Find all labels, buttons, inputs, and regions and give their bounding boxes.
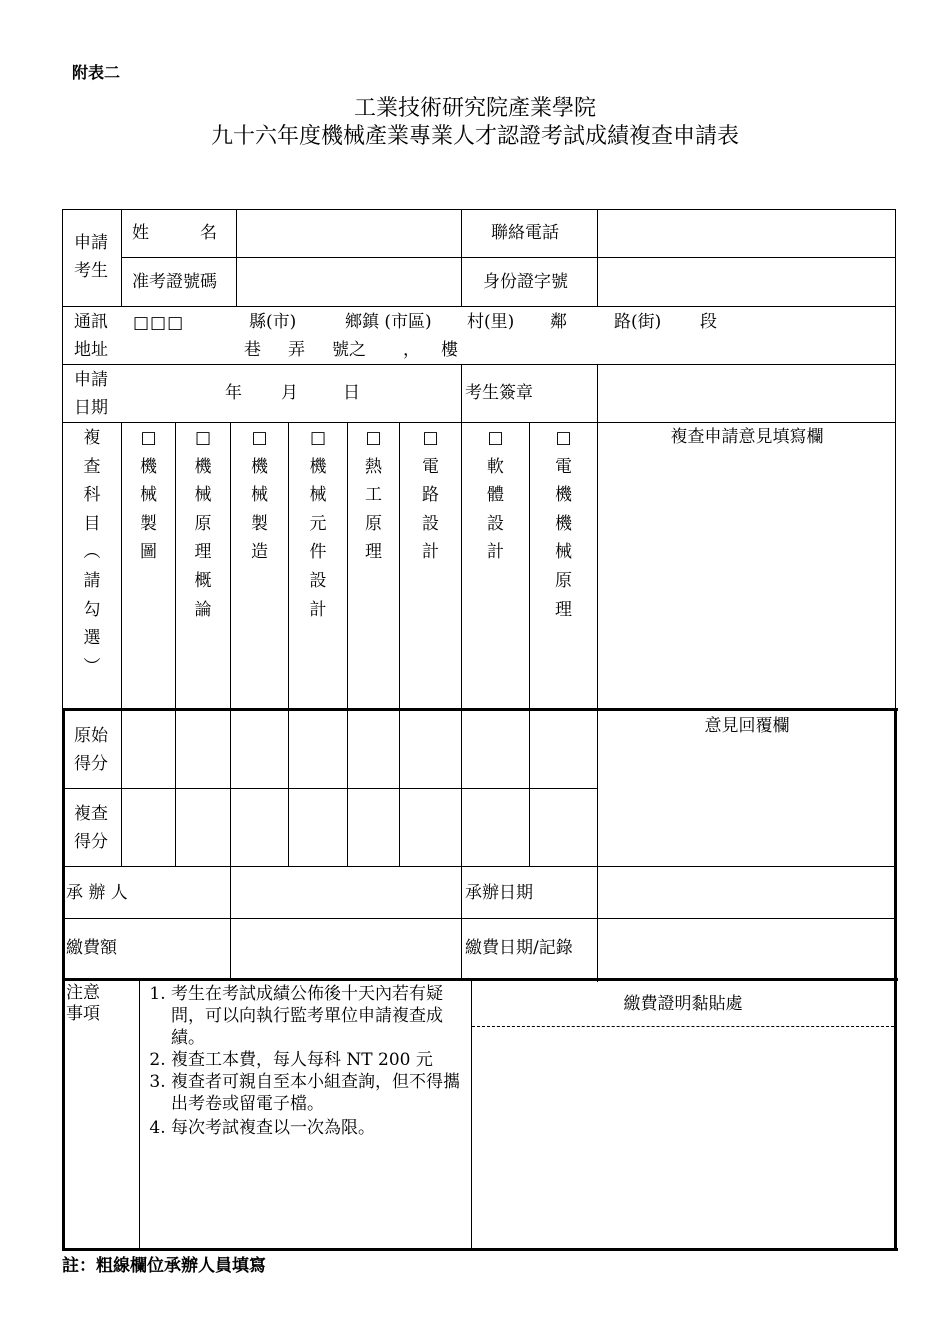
subject-name-char: 製 xyxy=(140,513,157,534)
note-item: 3. 複查者可親自至本小組查詢，但不得攜出考卷或留電子檔。 xyxy=(171,1071,471,1115)
phone-label: 聯絡電話 xyxy=(491,223,559,243)
original-score-cell[interactable] xyxy=(531,710,596,788)
subject-name-char: 理 xyxy=(365,542,382,563)
grid-line xyxy=(121,257,896,258)
review-score-cell[interactable] xyxy=(531,790,596,866)
grid-line xyxy=(62,422,896,423)
subject-name-char: 造 xyxy=(251,542,268,563)
month-label: 月 xyxy=(281,383,298,403)
note-item: 2. 複查工本費，每人每科 NT 200 元 xyxy=(171,1049,471,1071)
subject-name-char: 計 xyxy=(422,542,439,563)
note-item: 1. 考生在考試成績公佈後十天內若有疑問，可以向執行監考單位申請複查成績。 xyxy=(171,983,471,1049)
checkbox-icon[interactable]: □ xyxy=(555,428,572,448)
handler-label: 承 辦 人 xyxy=(66,883,128,903)
address-label: 通訊 地址 xyxy=(74,312,108,360)
subject-name-char: 機 xyxy=(140,456,157,477)
grid-line xyxy=(62,306,896,307)
receipt-paste-area[interactable] xyxy=(474,1029,892,1246)
handle-date-field[interactable] xyxy=(599,868,892,917)
fee-date-field[interactable] xyxy=(599,920,892,976)
village-label: 村(里) xyxy=(467,312,515,332)
review-score-cell[interactable] xyxy=(463,790,528,866)
signature-field[interactable] xyxy=(599,366,894,421)
subject-name-char: 設 xyxy=(487,513,504,534)
subject-label-char: 請 xyxy=(83,570,101,591)
grid-line xyxy=(461,209,462,306)
grid-line xyxy=(894,708,897,980)
subject-name-char: 論 xyxy=(194,599,212,620)
checkbox-icon[interactable]: □ xyxy=(194,428,212,448)
subject-option-4[interactable] xyxy=(289,424,347,624)
grid-line xyxy=(236,209,237,306)
subject-name-char: 設 xyxy=(309,570,327,591)
subject-option-1[interactable] xyxy=(122,424,175,567)
subject-name-char: 機 xyxy=(555,485,572,506)
checkbox-icon[interactable]: □ xyxy=(487,428,504,448)
apply-date-field[interactable] xyxy=(123,366,460,421)
checkbox-icon[interactable]: □ xyxy=(365,428,382,448)
subject-name-char: 理 xyxy=(555,599,572,620)
original-score-cell[interactable] xyxy=(401,710,460,788)
reply-label: 意見回覆欄 xyxy=(704,716,790,736)
ticket-number-label: 准考證號碼 xyxy=(132,272,217,292)
original-score-cell[interactable] xyxy=(463,710,528,788)
grid-line xyxy=(62,978,898,981)
subject-label-char: 選 xyxy=(83,628,101,649)
grid-line xyxy=(230,866,231,978)
applicant-section-label: 申請 考生 xyxy=(74,233,108,281)
grid-line xyxy=(62,1248,898,1251)
review-score-cell[interactable] xyxy=(401,790,460,866)
id-number-field[interactable] xyxy=(599,259,894,305)
page-title-line1: 工業技術研究院產業學院 xyxy=(353,96,596,121)
subject-label-char: 目 xyxy=(83,513,101,534)
review-score-cell[interactable] xyxy=(123,790,174,866)
alley-label: 弄 xyxy=(288,340,305,360)
notes-list xyxy=(141,983,471,1139)
original-score-cell[interactable] xyxy=(349,710,398,788)
subject-name-char: 圖 xyxy=(140,542,157,563)
subject-option-5[interactable] xyxy=(348,424,399,567)
grid-line xyxy=(895,209,896,709)
subject-option-2[interactable] xyxy=(176,424,230,624)
subject-name-char: 計 xyxy=(309,599,327,620)
grid-line xyxy=(62,918,896,919)
lane-label: 巷 xyxy=(244,340,261,360)
road-label: 路(街) xyxy=(614,312,662,332)
checkbox-icon[interactable]: □ xyxy=(251,428,268,448)
review-score-cell[interactable] xyxy=(290,790,346,866)
subject-name-char: 設 xyxy=(422,513,439,534)
subject-option-6[interactable] xyxy=(400,424,461,567)
grid-line xyxy=(121,209,122,306)
comma-mark: ， xyxy=(403,340,420,360)
subject-name-char: 製 xyxy=(251,513,268,534)
grid-line xyxy=(597,364,598,422)
name-label: 姓 名 xyxy=(132,223,217,243)
number-label: 號之 xyxy=(332,340,366,360)
subject-name-char: 械 xyxy=(309,485,327,506)
subject-label-char: 複 xyxy=(83,428,101,448)
postal-code-boxes: □□□ xyxy=(133,313,185,333)
original-score-cell[interactable] xyxy=(123,710,174,788)
subject-name-char: 械 xyxy=(251,485,268,506)
review-subjects-label xyxy=(80,424,104,681)
year-label: 年 xyxy=(225,383,242,403)
subject-name-char: 件 xyxy=(309,542,327,563)
grid-line xyxy=(62,209,896,210)
subject-label-char: ︵ xyxy=(83,542,101,563)
review-opinion-label: 複查申請意見填寫欄 xyxy=(670,427,824,447)
grid-line xyxy=(62,978,65,1251)
subject-label-char: 查 xyxy=(83,456,101,477)
neighborhood-label: 鄰 xyxy=(550,312,567,332)
subject-label-char: 勾 xyxy=(83,599,101,620)
subject-name-char: 械 xyxy=(194,485,212,506)
fee-field[interactable] xyxy=(232,920,460,976)
ticket-number-field[interactable] xyxy=(238,259,460,305)
subject-name-char: 機 xyxy=(555,513,572,534)
review-score-cell[interactable] xyxy=(349,790,398,866)
apply-date-label: 申請 日期 xyxy=(74,370,108,418)
subject-name-char: 體 xyxy=(487,485,504,506)
handler-field[interactable] xyxy=(232,868,460,917)
subject-option-8[interactable] xyxy=(530,424,597,624)
receipt-divider xyxy=(472,1026,894,1027)
footer-note: 註：粗線欄位承辦人員填寫 xyxy=(62,1256,266,1276)
original-score-label: 原始 得分 xyxy=(74,726,108,774)
handle-date-label: 承辦日期 xyxy=(465,883,533,903)
county-label: 縣(市) xyxy=(249,312,297,332)
checkbox-icon[interactable]: □ xyxy=(422,428,439,448)
grid-line xyxy=(471,980,472,1248)
appendix-label: 附表二 xyxy=(72,63,121,82)
original-score-cell[interactable] xyxy=(290,710,346,788)
page-title-line2: 九十六年度機械產業專業人才認證考試成績複查申請表 xyxy=(210,124,739,149)
checkbox-icon[interactable]: □ xyxy=(309,428,327,448)
reply-field[interactable] xyxy=(599,740,892,864)
fee-date-label: 繳費日期/記錄 xyxy=(465,938,573,958)
subject-name-char: 熱 xyxy=(365,456,382,477)
subject-name-char: 機 xyxy=(194,456,212,477)
signature-label: 考生簽章 xyxy=(465,383,533,403)
subject-name-char: 概 xyxy=(194,570,212,591)
phone-field[interactable] xyxy=(599,211,894,256)
floor-label: 樓 xyxy=(441,340,458,360)
original-score-cell[interactable] xyxy=(232,710,287,788)
subject-name-char: 電 xyxy=(422,456,439,477)
name-field[interactable] xyxy=(238,211,460,256)
section-label: 段 xyxy=(700,312,717,332)
grid-line xyxy=(597,422,598,982)
subject-name-char: 理 xyxy=(194,542,212,563)
id-number-label: 身份證字號 xyxy=(483,272,568,292)
review-score-cell[interactable] xyxy=(232,790,287,866)
subject-name-char: 機 xyxy=(251,456,268,477)
subject-name-char: 原 xyxy=(555,570,572,591)
notes-label: 注意 事項 xyxy=(66,983,100,1024)
township-label: 鄉鎮 (市區) xyxy=(345,312,432,332)
grid-line xyxy=(597,209,598,306)
note-item: 4. 每次考試複查以一次為限。 xyxy=(171,1117,471,1139)
original-score-cell[interactable] xyxy=(177,710,229,788)
fee-label: 繳費額 xyxy=(66,938,117,958)
subject-label-char: 科 xyxy=(83,485,101,506)
subject-name-char: 機 xyxy=(309,456,327,477)
subject-name-char: 元 xyxy=(309,513,327,534)
grid-line xyxy=(62,209,63,709)
subject-option-3[interactable] xyxy=(231,424,288,567)
review-score-cell[interactable] xyxy=(177,790,229,866)
grid-line xyxy=(62,866,896,867)
receipt-label: 繳費證明黏貼處 xyxy=(623,994,743,1014)
grid-line xyxy=(461,866,462,978)
subject-option-7[interactable] xyxy=(462,424,529,567)
grid-line xyxy=(139,980,140,1248)
review-score-label: 複查 得分 xyxy=(74,804,108,852)
subject-label-char: ︶ xyxy=(83,656,101,677)
review-opinion-field[interactable] xyxy=(599,450,894,706)
subject-name-char: 計 xyxy=(487,542,504,563)
subject-name-char: 電 xyxy=(555,456,572,477)
grid-line xyxy=(62,708,65,980)
subject-name-char: 路 xyxy=(422,485,439,506)
grid-line xyxy=(894,978,897,1251)
grid-line xyxy=(62,364,896,365)
day-label: 日 xyxy=(343,383,360,403)
subject-name-char: 原 xyxy=(365,513,382,534)
subject-name-char: 械 xyxy=(555,542,572,563)
subject-name-char: 工 xyxy=(365,485,382,506)
grid-line xyxy=(62,788,598,789)
address-field[interactable] xyxy=(123,308,893,363)
subject-name-char: 軟 xyxy=(487,456,504,477)
grid-line xyxy=(461,364,462,422)
subject-name-char: 械 xyxy=(140,485,157,506)
checkbox-icon[interactable]: □ xyxy=(140,428,157,448)
subject-name-char: 原 xyxy=(194,513,212,534)
